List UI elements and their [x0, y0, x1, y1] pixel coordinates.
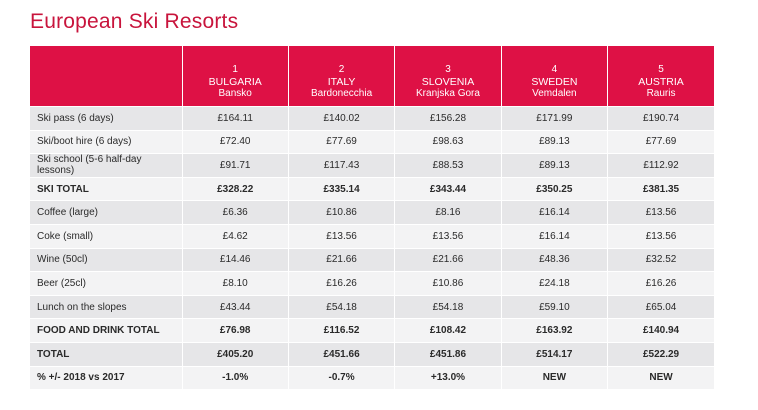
table-cell: NEW [501, 366, 607, 389]
table-cell: NEW [608, 366, 714, 389]
table-cell: -0.7% [288, 366, 394, 389]
table-cell: £16.26 [288, 272, 394, 296]
table-cell: £91.71 [182, 154, 288, 178]
column-country: SLOVENIA [421, 76, 475, 88]
table-cell: £88.53 [395, 154, 501, 178]
column-header [608, 46, 714, 107]
column-country: AUSTRIA [638, 76, 684, 88]
table-cell: £381.35 [608, 177, 714, 201]
table-cell: £14.46 [182, 248, 288, 272]
column-country: ITALY [327, 76, 356, 88]
table-cell: £10.86 [288, 201, 394, 225]
table-cell: £140.02 [288, 107, 394, 131]
table-cell: £350.25 [501, 177, 607, 201]
table-cell: £77.69 [608, 130, 714, 154]
row-label: Ski school (5-6 half-day lessons) [30, 154, 182, 178]
table-cell: £16.14 [501, 224, 607, 248]
row-label: Ski pass (6 days) [30, 107, 182, 131]
total-row [30, 342, 714, 366]
total-row [30, 177, 714, 201]
header-blank-cell [30, 46, 182, 107]
table-cell: £13.56 [608, 201, 714, 225]
column-rank: 4 [551, 64, 558, 75]
table-row [30, 154, 714, 178]
table-row [30, 248, 714, 272]
table-cell: £10.86 [395, 272, 501, 296]
table-cell: £89.13 [501, 130, 607, 154]
column-resort: Rauris [646, 88, 676, 99]
table-body [30, 107, 714, 390]
column-resort: Vemdalen [532, 88, 577, 99]
table-row [30, 272, 714, 296]
total-row [30, 319, 714, 343]
table-cell: £405.20 [182, 342, 288, 366]
table-cell: £108.42 [395, 319, 501, 343]
table-cell: £8.10 [182, 272, 288, 296]
table-cell: £451.86 [395, 342, 501, 366]
table-cell: £190.74 [608, 107, 714, 131]
column-resort: Bardonecchia [311, 88, 373, 99]
table-cell: £13.56 [395, 224, 501, 248]
table-cell: £13.56 [608, 224, 714, 248]
table-header [30, 46, 714, 107]
row-label: % +/- 2018 vs 2017 [30, 366, 182, 389]
table-row [30, 224, 714, 248]
table-cell: £21.66 [288, 248, 394, 272]
column-country: SWEDEN [531, 76, 578, 88]
table-cell: £163.92 [501, 319, 607, 343]
table-row [30, 201, 714, 225]
table-cell: £21.66 [395, 248, 501, 272]
table-cell: £116.52 [288, 319, 394, 343]
table-cell: £32.52 [608, 248, 714, 272]
column-header [501, 46, 607, 107]
table-cell: £451.66 [288, 342, 394, 366]
table-cell: £98.63 [395, 130, 501, 154]
table-cell: £343.44 [395, 177, 501, 201]
column-rank: 5 [658, 64, 664, 75]
column-rank: 1 [232, 64, 238, 75]
row-label: FOOD AND DRINK TOTAL [30, 319, 182, 343]
column-country: BULGARIA [208, 76, 262, 88]
row-label: Wine (50cl) [30, 248, 182, 272]
table-cell: £89.13 [501, 154, 607, 178]
page-title: European Ski Resorts [30, 10, 239, 33]
column-header [395, 46, 501, 107]
total-row [30, 366, 714, 389]
table-cell: £335.14 [288, 177, 394, 201]
table-row [30, 130, 714, 154]
table-cell: £76.98 [182, 319, 288, 343]
column-rank: 3 [445, 64, 451, 75]
table-cell: -1.0% [182, 366, 288, 389]
table-cell: £72.40 [182, 130, 288, 154]
table-cell: £156.28 [395, 107, 501, 131]
row-label: TOTAL [30, 342, 182, 366]
table-cell: £54.18 [288, 295, 394, 319]
table-cell: £65.04 [608, 295, 714, 319]
price-table [30, 46, 714, 389]
row-label: Lunch on the slopes [30, 295, 182, 319]
column-rank: 2 [338, 64, 345, 75]
table-cell: £16.26 [608, 272, 714, 296]
table-row [30, 295, 714, 319]
row-label: Ski/boot hire (6 days) [30, 130, 182, 154]
header-row [30, 46, 714, 107]
table-cell: £4.62 [182, 224, 288, 248]
table-cell: £54.18 [395, 295, 501, 319]
table-cell: £522.29 [608, 342, 714, 366]
table-cell: £13.56 [288, 224, 394, 248]
table-cell: £171.99 [501, 107, 607, 131]
table-cell: £164.11 [182, 107, 288, 131]
column-header [288, 46, 394, 107]
column-resort: Kranjska Gora [416, 88, 480, 99]
table-row [30, 107, 714, 131]
table-cell: £112.92 [608, 154, 714, 178]
table-cell: £59.10 [501, 295, 607, 319]
table-cell: £6.36 [182, 201, 288, 225]
table-cell: £8.16 [395, 201, 501, 225]
table-cell: £24.18 [501, 272, 607, 296]
table-cell: £140.94 [608, 319, 714, 343]
column-header [182, 46, 288, 107]
table-cell: +13.0% [395, 366, 501, 389]
table-cell: £117.43 [288, 154, 394, 178]
table-cell: £328.22 [182, 177, 288, 201]
table-cell: £48.36 [501, 248, 607, 272]
table-cell: £514.17 [501, 342, 607, 366]
table-cell: £43.44 [182, 295, 288, 319]
row-label: Coffee (large) [30, 201, 182, 225]
row-label: Coke (small) [30, 224, 182, 248]
column-resort: Bansko [218, 88, 252, 99]
table-cell: £16.14 [501, 201, 607, 225]
row-label: SKI TOTAL [30, 177, 182, 201]
table-cell: £77.69 [288, 130, 394, 154]
row-label: Beer (25cl) [30, 272, 182, 296]
